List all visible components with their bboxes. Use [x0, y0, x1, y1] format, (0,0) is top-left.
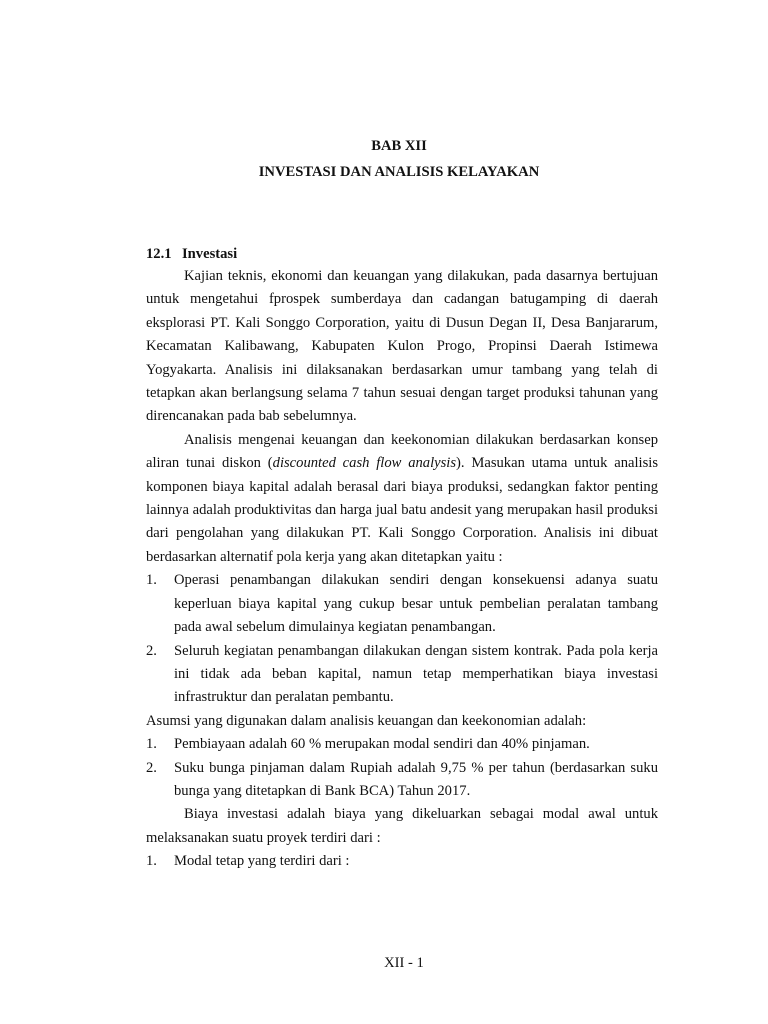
- chapter-title: INVESTASI DAN ANALISIS KELAYAKAN: [258, 164, 540, 180]
- list-marker: 2.: [146, 642, 157, 659]
- list-item-text: Operasi penambangan dilakukan sendiri dengan konsekuensi adanya suatu keperluan biaya kapital yang cukup besar untuk pembelian peralatan tambang pada awal sebelum dimulainya kegiatan penambangan.: [174, 572, 658, 636]
- list-item: [146, 569, 658, 639]
- list-marker: 2.: [146, 759, 157, 776]
- page-number: XII - 1: [384, 955, 424, 971]
- list-item-text: Seluruh kegiatan penambangan dilakukan dengan sistem kontrak. Pada pola kerja ini tidak ada beban kapital, namun tetap memperhatikan biaya investasi infrastruktur dan peralatan pembantu.: [174, 642, 658, 706]
- list-item: [146, 850, 658, 873]
- work-pattern-list: [146, 569, 658, 709]
- paragraph-analysis: [146, 429, 658, 569]
- list-marker: 1.: [146, 572, 157, 589]
- list-marker: 1.: [146, 736, 157, 753]
- list-item: [146, 757, 658, 804]
- section-heading: [146, 246, 237, 263]
- list-item: [146, 733, 658, 756]
- section-number: 12.1: [146, 246, 172, 262]
- paragraph-intro: Kajian teknis, ekonomi dan keuangan yang dilakukan, pada dasarnya bertujuan untuk mengetahui fprospek sumberdaya dan cadangan batugamping di daerah eksplorasi PT. Kali Songgo Corporation, yaitu di Dusun Degan II, Desa Banjararum, Kecamatan Kalibawang, Kabupaten Kulon Progo, Propinsi Daerah Istimewa Yogyakarta. Analisis ini dilaksanakan berdasarkan umur tambang yang telah di tetapkan akan berlangsung selama 7 tahun sesuai dengan target produksi tahunan yang direncanakan pada bab sebelumnya.: [146, 268, 658, 425]
- list-item-text: Suku bunga pinjaman dalam Rupiah adalah 9,75 % per tahun (berdasarkan suku bunga yang ditetapkan di Bank BCA) Tahun 2017.: [174, 759, 658, 799]
- paragraph-analysis-start: Analisis mengenai keuangan dan keekonomian dilakukan berdasarkan konsep aliran tunai diskon (: [146, 431, 658, 472]
- body-text: [146, 265, 658, 874]
- list-item-text: Modal tetap yang terdiri dari :: [174, 853, 350, 870]
- assumption-list: [146, 733, 658, 803]
- list-marker: 1.: [146, 853, 157, 870]
- section-title: Investasi: [182, 246, 238, 262]
- investment-list: [146, 850, 658, 873]
- list-item-text: Pembiayaan adalah 60 % merupakan modal sendiri dan 40% pinjaman.: [174, 736, 590, 753]
- paragraph-investment-cost: Biaya investasi adalah biaya yang dikeluarkan sebagai modal awal untuk melaksanakan suatu proyek terdiri dari :: [146, 806, 658, 846]
- italic-term: discounted cash flow analysis: [272, 455, 457, 472]
- chapter-number: BAB XII: [371, 138, 427, 154]
- list-item: [146, 640, 658, 710]
- paragraph-assumptions: Asumsi yang digunakan dalam analisis keuangan dan keekonomian adalah:: [146, 712, 587, 729]
- paragraph-analysis-end: ). Masukan utama untuk analisis komponen biaya kapital adalah berasal dari biaya produksi, sedangkan faktor penting lainnya adalah produktivitas dan harga jual batu andesit yang merupakan hasil produksi dari pengolahan yang dilakukan PT. Kali Songgo Corporation. Analisis ini dibuat berdasarkan alternatif pola kerja yang akan ditetapkan yaitu :: [146, 455, 658, 565]
